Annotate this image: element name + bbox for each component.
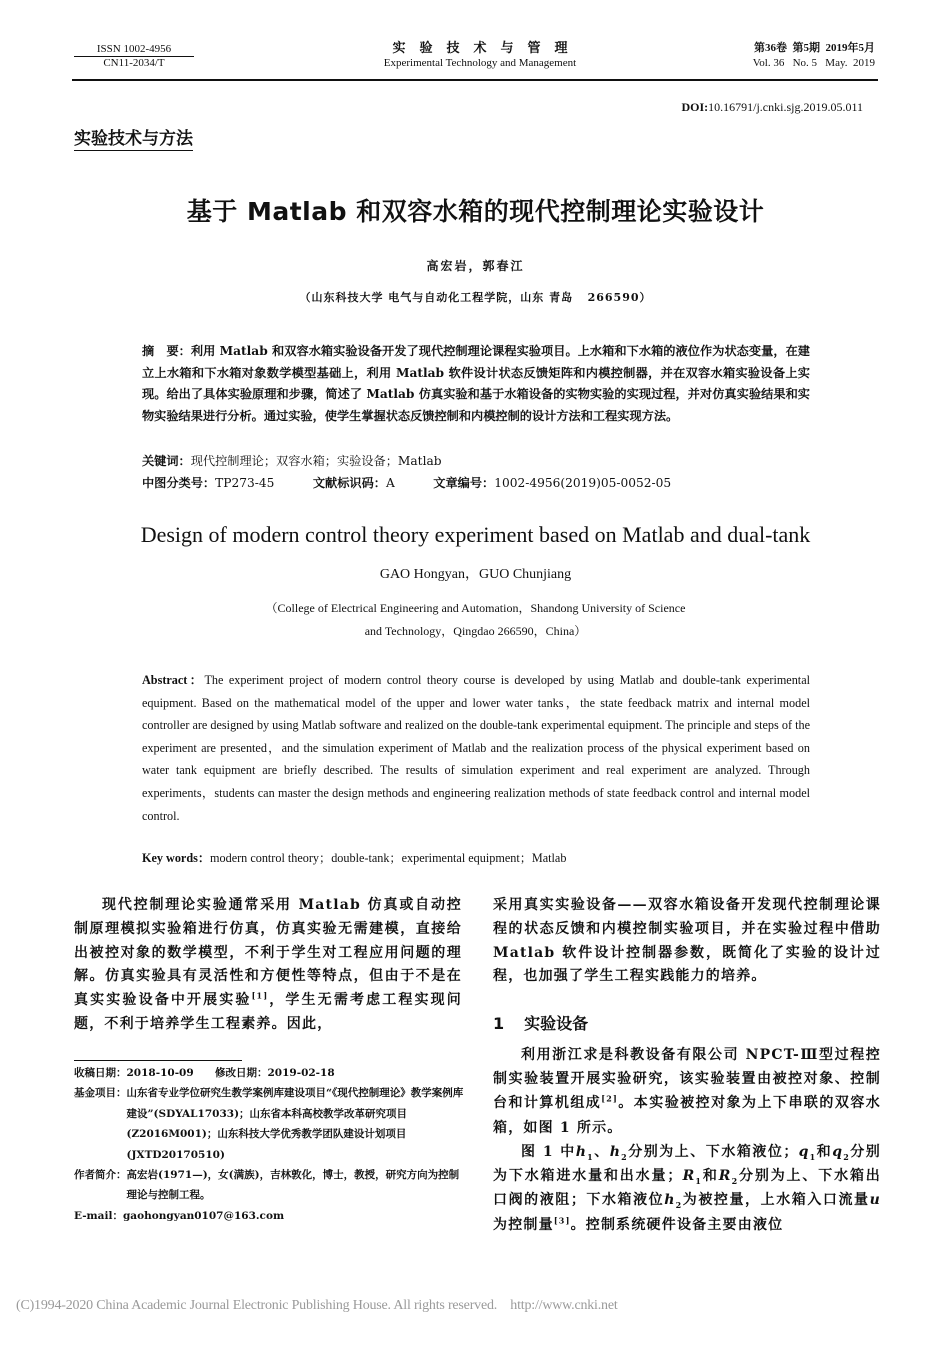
footnote-dates: [74, 1063, 464, 1083]
var-r1-sub: 1: [695, 1176, 703, 1186]
journal-name: [340, 40, 620, 70]
body-text: 分别为下水箱进水量和出水量；: [493, 1144, 881, 1185]
abstract-en-text: The experiment project of modern control theory course is developed by using Matlab and double-tank experimental equipment. Based on the mathematical model of the upper and lower water tanks，the state feedback matrix and internal model controller are designed by using Matlab software and realized on the double-tank experimental equipment. The principle and steps of the experiment are presented，and the simulation experiment of Matlab and the realization process of the physical experiment based on water tank equipment are briefly described. The results of simulation experiment and real experiment are analyzed. Through experiments，students can master the design methods and engineering realization methods of state feedback control and internal model control.: [142, 673, 810, 823]
author-bio-label: 作者简介：: [74, 1169, 127, 1182]
body-text: 、: [593, 1144, 610, 1160]
journal-name-en: Experimental Technology and Management: [383, 57, 577, 69]
footnotes: [74, 1063, 464, 1226]
abstract-en: [142, 669, 810, 827]
column-heading: 实验技术与方法: [74, 129, 193, 149]
body-text: 分别为上、下水箱液位；: [627, 1144, 799, 1160]
revised-date: 2019-02-18: [267, 1067, 335, 1079]
fund-text: 山东省专业学位研究生教学案例库建设项目“《现代控制理论》教学案例库建设”(SDYAL17033)；山东省本科高校教学改革研究项目(Z2016M001)；山东科技大学优秀教学团队建设计划项目(JXTD20170510): [126, 1087, 464, 1161]
footnote-rule: [74, 1060, 242, 1061]
body-paragraph-figure1: [493, 1140, 881, 1237]
var-q2: q: [832, 1144, 844, 1160]
email-link[interactable]: gaohongyan0107@163.com: [122, 1209, 285, 1222]
doc-code-value: A: [385, 476, 395, 490]
keywords-cn: [142, 452, 442, 469]
doi-label: DOI:: [681, 100, 709, 114]
affiliation-cn: （山东科技大学 电气与自动化工程学院，山东 青岛 266590）: [299, 291, 652, 304]
var-h1-sub: 1: [587, 1151, 594, 1162]
fund-label: 基金项目：: [74, 1087, 127, 1100]
volume-info: [655, 41, 875, 71]
var-h2-sub: 2: [675, 1200, 683, 1211]
body-text: 。控制系统硬件设备主要由液位: [570, 1216, 784, 1233]
var-h1: h: [575, 1144, 588, 1160]
affiliation-en: [0, 597, 951, 642]
abstract-cn: [142, 341, 810, 427]
keywords-en-value: modern control theory；double-tank；experimental equipment；Matlab: [210, 851, 567, 865]
body-text: 利用浙江求是科教设备有限公司 NPCT-Ⅲ型过程控制实验装置开展实验研究，该实验装置由被控对象、控制台和计算机组成: [493, 1047, 881, 1112]
body-text: 。本实验被控对象为上下串联的双容水箱，如图 1 所示。: [493, 1095, 881, 1136]
body-text: 为被控量，上水箱入口流量: [682, 1192, 870, 1209]
classification-line: [142, 474, 671, 491]
body-text: 分别为上、下水箱出口阀的液阻；下水箱液位: [493, 1168, 882, 1209]
var-h2-sub: 2: [621, 1151, 628, 1162]
body-text: 和: [816, 1144, 833, 1160]
authors-cn: 高宏岩，郭春江: [426, 259, 525, 273]
email-label: E-mail：: [74, 1209, 123, 1222]
clc-value: TP273-45: [215, 476, 275, 490]
received-label: 收稿日期：: [74, 1067, 127, 1079]
var-h2: h: [609, 1144, 622, 1160]
authors-en: GAO Hongyan，GUO Chunjiang: [379, 567, 572, 582]
affiliation-en-line2: and Technology，Qingdao 266590，China）: [364, 623, 587, 638]
body-paragraph-right-cont: 采用真实实验设备——双容水箱设备开发现代控制理论课程的状态反馈和内模控制实验项目，并在实验过程中借助 Matlab 软件设计控制器参数，既简化了实验的设计过程，也加强了学生工程实践能力的培养。: [493, 897, 881, 985]
body-text: 现代控制理论实验通常采用 Matlab 仿真或自动控制原理模拟实验箱进行仿真，仿真实验无需建模，直接给出被控对象的数学模型，不利于学生对工程应用问题的理解。仿真实验具有灵活性和方便性等特点，但由于不是在真实实验设备中开展实验: [74, 897, 462, 1009]
var-q2-sub: 2: [843, 1151, 850, 1162]
var-r1: R: [682, 1168, 696, 1185]
title-en: Design of modern control theory experiment based on Matlab and dual-tank: [140, 522, 811, 547]
keywords-en-label: Key words：: [142, 851, 211, 865]
revised-label: 修改日期：: [214, 1067, 268, 1079]
body-text: 图 1 中: [521, 1144, 576, 1160]
keywords-cn-label: 关键词：: [142, 454, 191, 468]
abstract-cn-text: 利用 Matlab 和双容水箱实验设备开发了现代控制理论课程实验项目。上水箱和下水箱的液位作为状态变量，在建立上水箱和下水箱对象数学模型基础上，利用 Matlab 软件设计状态反馈矩阵和内模控制器，并在双容水箱实验设备上实现。给出了具体实验原理和步骤，简述了 Matlab 仿真实验和基于水箱设备的实物实验的实现过程，并对仿真实验结果和实物实验结果进行分析。通过实验，使学生掌握状态反馈控制和内模控制的设计方法和工程实现方法。: [142, 344, 810, 423]
footnote-email: [74, 1206, 464, 1226]
author-bio-text: 高宏岩(1971—)，女(满族)，吉林敦化，博士，教授，研究方向为控制理论与控制工程。: [126, 1169, 460, 1202]
copyright-notice: (C)1994-2020 China Academic Journal Electronic Publishing House. All rights reserved. http://www.cnki.net: [16, 1298, 618, 1313]
header-rule: [72, 79, 878, 81]
volume-en: Vol. 36 No. 5 May. 2019: [752, 57, 875, 69]
var-q1-sub: 1: [809, 1151, 817, 1162]
doi: [681, 100, 863, 115]
cn-number: CN11-2034/T: [103, 57, 165, 69]
section-heading: [493, 1011, 588, 1034]
body-text: 和: [702, 1168, 719, 1185]
citation-3[interactable]: [3]: [553, 1214, 571, 1225]
received-date: 2018-10-09: [126, 1067, 194, 1079]
var-r2-sub: 2: [731, 1176, 739, 1186]
body-paragraph-left: [74, 894, 462, 1037]
keywords-en: [142, 849, 566, 866]
footnote-author: [74, 1165, 464, 1206]
clc-label: 中图分类号：: [142, 476, 216, 490]
journal-name-cn: 实验技术与管理: [392, 40, 582, 55]
doi-value[interactable]: 10.16791/j.cnki.sjg.2019.05.011: [708, 100, 863, 114]
volume-cn: 第36卷 第5期 2019年5月: [754, 42, 875, 54]
keywords-cn-value: 现代控制理论；双容水箱；实验设备；Matlab: [190, 454, 442, 468]
article-no-label: 文章编号：: [433, 476, 495, 490]
body-paragraph-equipment: [493, 1043, 881, 1140]
issn-number: ISSN 1002-4956: [74, 43, 194, 57]
article-no-value: 1002-4956(2019)05-0052-05: [494, 476, 672, 490]
doc-code-label: 文献标识码：: [312, 476, 386, 490]
var-h2: h: [664, 1192, 676, 1209]
section-title: 实验设备: [524, 1014, 589, 1033]
body-text: 为控制量: [493, 1216, 554, 1233]
affiliation-en-line1: （College of Electrical Engineering and Automation，Shandong University of Science: [265, 601, 686, 615]
title-cn: 基于 Matlab 和双容水箱的现代控制理论实验设计: [186, 197, 765, 226]
abstract-cn-label: 摘 要：: [142, 344, 191, 358]
var-u: u: [869, 1192, 881, 1209]
var-r2: R: [718, 1168, 732, 1185]
issn-block: [74, 43, 194, 70]
citation-1[interactable]: [1]: [251, 990, 269, 1001]
citation-2[interactable]: [2]: [601, 1093, 619, 1104]
var-q1: q: [798, 1144, 810, 1160]
section-number: 1: [493, 1014, 505, 1033]
footnote-fund: [74, 1083, 464, 1165]
abstract-en-label: Abstract：: [142, 673, 205, 687]
body-text: ，学生无需考虑工程实现问题，不利于培养学生工程素养。因此，: [74, 992, 463, 1032]
